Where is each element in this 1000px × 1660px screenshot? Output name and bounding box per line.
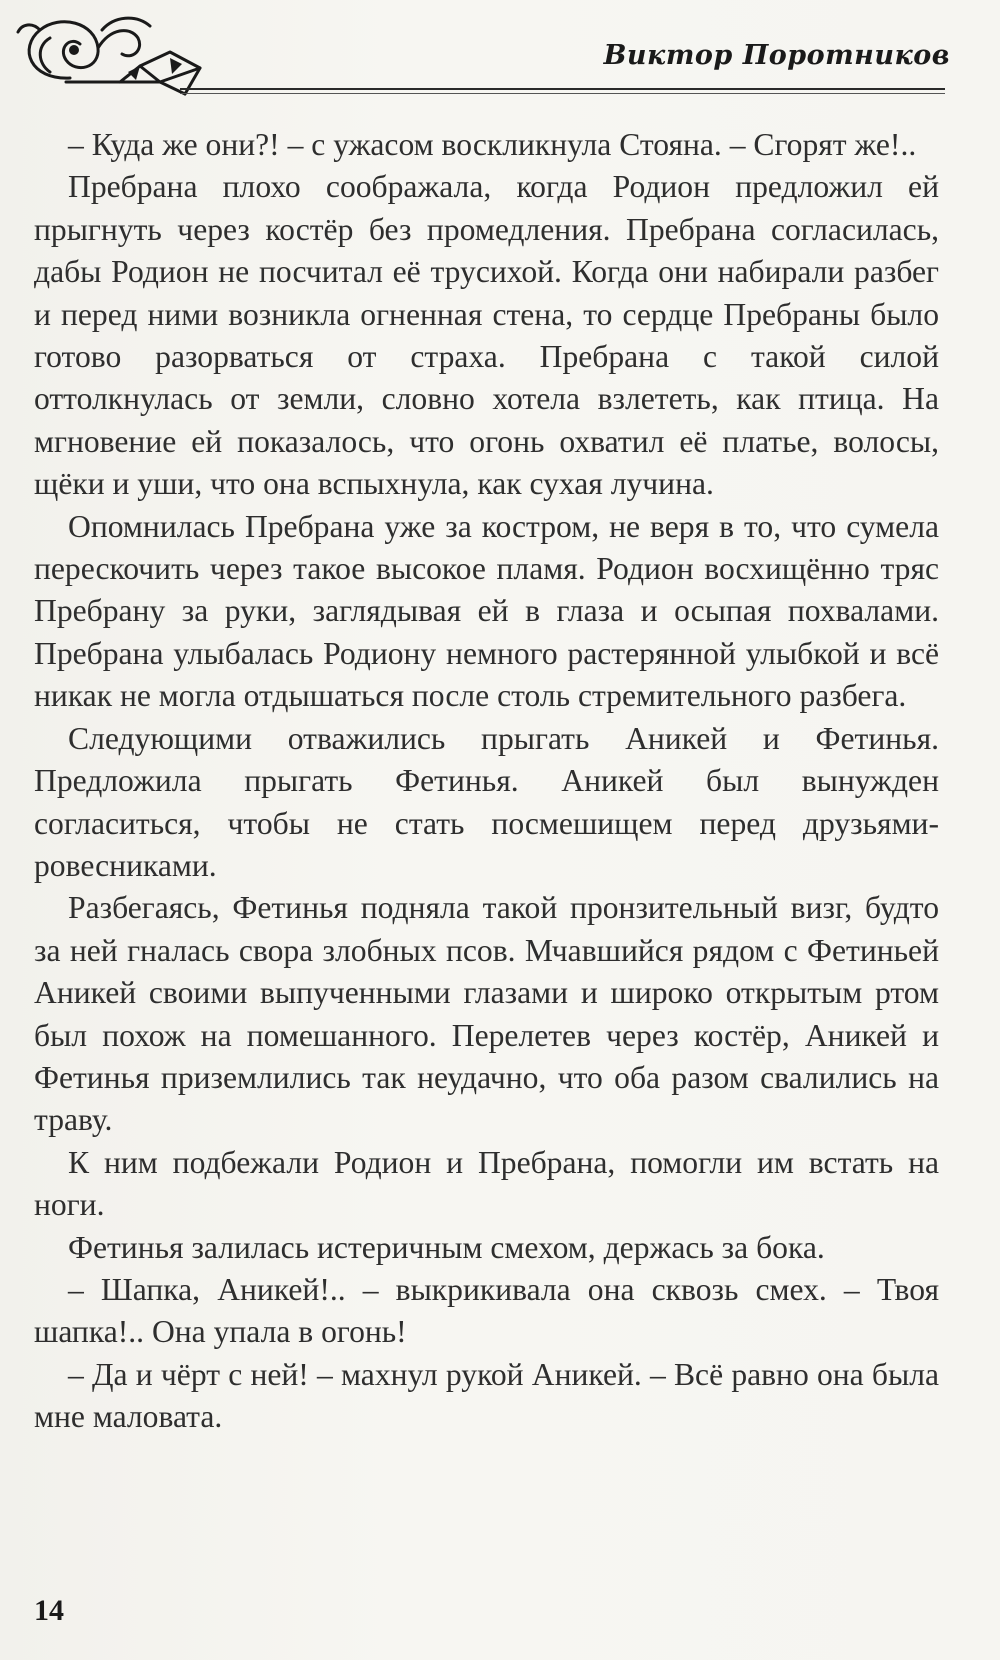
paragraph: – Да и чёрт с ней! – махнул рукой Аникей. – Всё равно она была мне маловата. xyxy=(34,1356,939,1435)
paragraph: Опомнилась Пребрана уже за костром, не веря в то, что сумела перескочить через такое высокое пламя. Родион восхищённо тряс Пребрану за руки, заглядывая ей в глаза и осыпая похвалами. Пребрана улыбалась Родиону немного растерянной улыбкой и всё никак не могла отдышаться после столь стремительного разбега. xyxy=(34,508,939,714)
paragraph: – Куда же они?! – с ужасом воскликнула Стояна. – Сгорят же!.. xyxy=(68,127,917,162)
page-number: 14 xyxy=(34,1594,64,1627)
paragraph: Пребрана плохо соображала, когда Родион предложил ей прыгнуть через костёр без промедления. Пребрана согласилась, дабы Родион не посчитал её трусихой. Когда они набирали разбег и перед ними возникла огненная стена, то сердце Пребраны было готово разорваться от страха. Пребрана с такой силой оттолкнулась от земли, словно хотела взлететь, как птица. На мгновение ей показалось, что огонь охватил её платье, волосы, щёки и уши, что она вспыхнула, как сухая лучина. xyxy=(34,169,939,502)
paragraph: Разбегаясь, Фетинья подняла такой пронзительный визг, будто за ней гналась свора злобных псов. Мчавшийся рядом с Фетиньей Аникей своими выпученными глазами и широко открытым ртом был похож на помешанного. Перелетев через костёр, Аникей и Фетинья приземлились так неудачно, что оба разом свалились на траву. xyxy=(34,890,939,1138)
header-rule xyxy=(180,88,945,90)
page-header xyxy=(0,0,1000,110)
running-head-author: Виктор Поротников xyxy=(603,40,950,71)
paragraph: Следующими отважились прыгать Аникей и Фетинья. Предложила прыгать Фетинья. Аникей был вынужден согласиться, чтобы не стать посмешищем перед друзьями-ровесниками. xyxy=(34,720,939,883)
paragraph: Фетинья залилась истеричным смехом, держась за бока. xyxy=(68,1229,825,1265)
body-text xyxy=(34,124,939,1439)
paragraph: – Шапка, Аникей!.. – выкрикивала она сквозь смех. – Твоя шапка!.. Она упала в огонь! xyxy=(34,1271,939,1350)
header-rule-thin xyxy=(180,93,945,94)
decorative-ornament-icon xyxy=(10,8,270,98)
paragraph: К ним подбежали Родион и Пребрана, помогли им встать на ноги. xyxy=(34,1144,939,1223)
